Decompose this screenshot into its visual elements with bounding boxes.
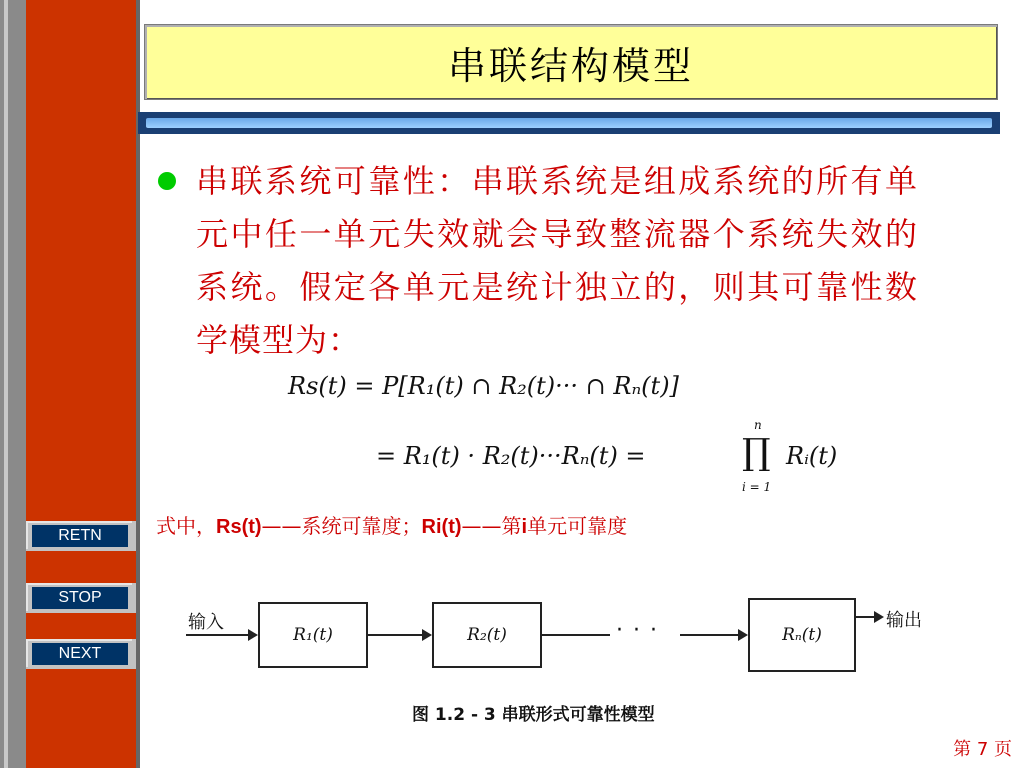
title-underline-highlight: [146, 118, 992, 128]
body-paragraph: 串联系统可靠性：串联系统是组成系统的所有单元中任一单元失效就会导致整流器个系统失效的系统。假定各单元是统计独立的，则其可靠性数学模型为：: [196, 162, 918, 359]
link-line-3: [680, 634, 738, 636]
legend-ri: Ri(t): [421, 516, 462, 538]
arrow-icon: [874, 611, 884, 623]
retn-button-label: RETN: [32, 525, 128, 547]
next-button[interactable]: [26, 639, 136, 669]
product-term: Rᵢ(t): [786, 442, 838, 470]
retn-button[interactable]: [26, 521, 136, 551]
input-line: [186, 634, 250, 636]
arrow-icon: [422, 629, 432, 641]
block-r1: R₁(t): [258, 602, 368, 668]
legend-suffix: 单元可靠度: [527, 514, 628, 538]
legend-i: i: [521, 516, 528, 538]
legend-rs: Rs(t): [216, 516, 262, 538]
product-upper-limit: n: [754, 418, 762, 432]
diagram-ellipsis: ···: [616, 618, 667, 643]
diagram-caption: 图 1.2 - 3 串联形式可靠性模型: [412, 705, 655, 725]
product-symbol: ∏: [742, 432, 771, 473]
next-button-label: NEXT: [32, 643, 128, 665]
bullet-icon: [158, 172, 176, 190]
diagram-output-label: 输出: [886, 610, 922, 631]
equation-line-2: = R₁(t) · R₂(t)···Rₙ(t) =: [376, 442, 646, 470]
equation-line-1: Rs(t) = P[R₁(t) ∩ R₂(t)··· ∩ Rₙ(t)]: [288, 372, 679, 400]
block-r2: R₂(t): [432, 602, 542, 668]
page-number: 第 7 页: [953, 739, 1012, 760]
link-line-2: [540, 634, 610, 636]
product-lower-limit: i = 1: [742, 480, 772, 494]
equation-legend: [156, 510, 627, 539]
left-grey-highlight: [4, 0, 8, 768]
stop-button[interactable]: [26, 583, 136, 613]
legend-dash2: ——第: [461, 514, 522, 538]
stop-button-label: STOP: [32, 587, 128, 609]
block-rn: Rₙ(t): [748, 598, 856, 672]
product-operator: [740, 418, 780, 496]
page-title: 串联结构模型: [447, 43, 694, 88]
link-line-1: [366, 634, 424, 636]
output-line: [854, 616, 876, 618]
arrow-icon: [738, 629, 748, 641]
diagram-input-label: 输入: [188, 612, 224, 633]
legend-dash1: ——系统可靠度；: [261, 514, 422, 538]
legend-prefix: 式中，: [156, 514, 216, 538]
arrow-icon: [248, 629, 258, 641]
title-box: [144, 24, 998, 100]
